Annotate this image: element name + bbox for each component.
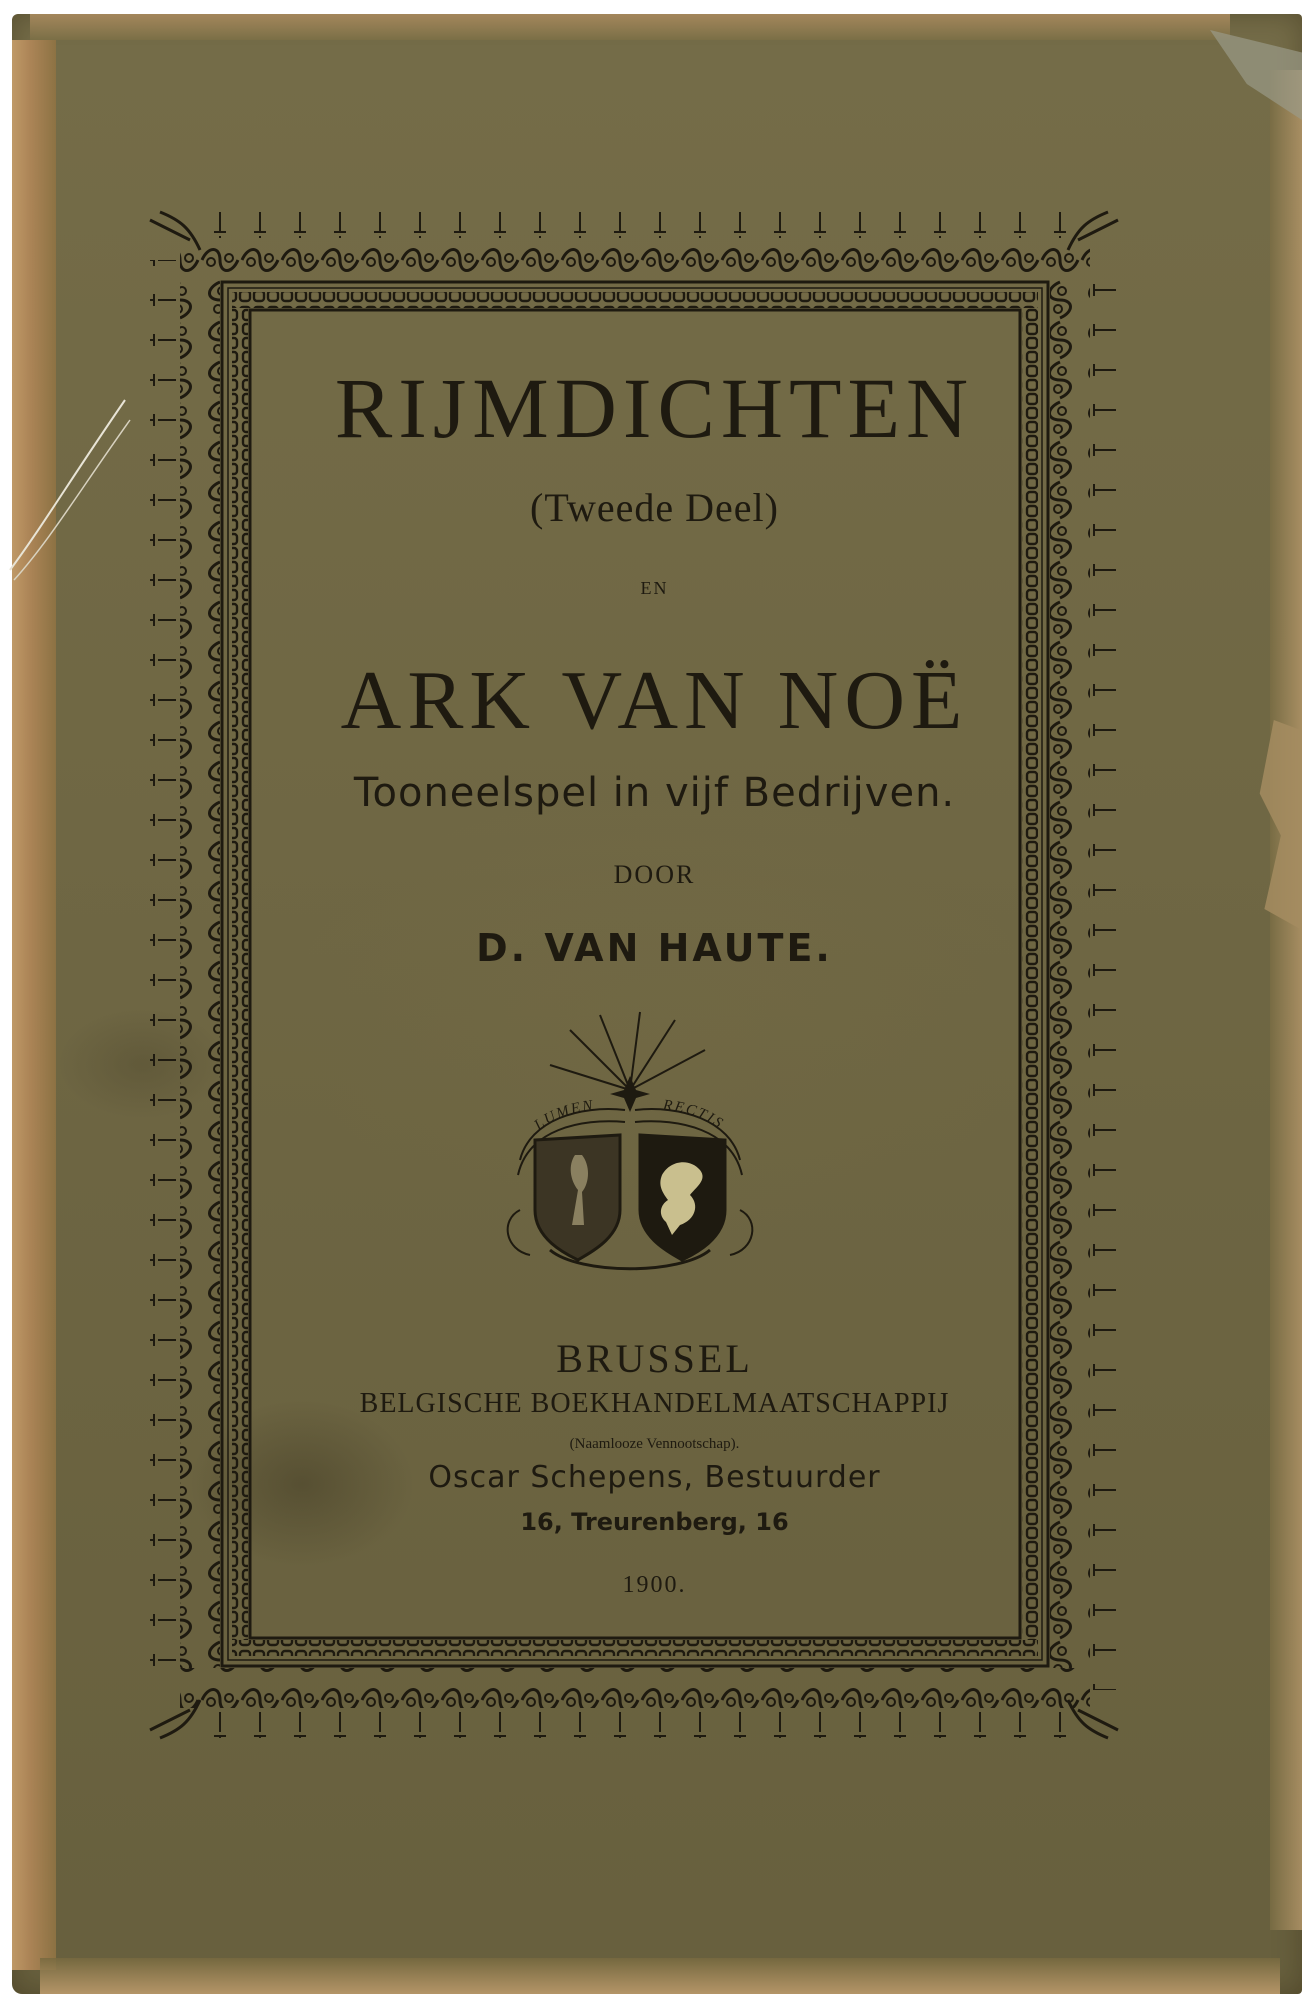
volume-subtitle: (Tweede Deel): [530, 485, 779, 530]
publication-year: 1900.: [622, 1572, 687, 1598]
motto-left: LUMEN: [531, 1097, 596, 1134]
author-name: D. VAN HAUTE.: [476, 926, 833, 970]
book-title: RIJMDICHTEN: [334, 360, 975, 456]
second-title: ARK VAN NOË: [340, 654, 969, 747]
imprint-publisher: BELGISCHE BOEKHANDELMAATSCHAPPIJ: [359, 1388, 950, 1419]
imprint-city: BRUSSEL: [556, 1336, 753, 1381]
conjunction: EN: [640, 578, 669, 598]
second-subtitle: Tooneelspel in vijf Bedrijven.: [353, 770, 956, 816]
byline-label: DOOR: [613, 860, 696, 889]
imprint-director: Oscar Schepens, Bestuurder: [428, 1460, 881, 1495]
imprint-publisher-note: (Naamlooze Vennootschap).: [569, 1436, 740, 1452]
imprint-address: 16, Treurenberg, 16: [520, 1508, 789, 1536]
coat-of-arms-emblem: [490, 1010, 770, 1280]
motto-right: RECTIS: [662, 1097, 727, 1133]
